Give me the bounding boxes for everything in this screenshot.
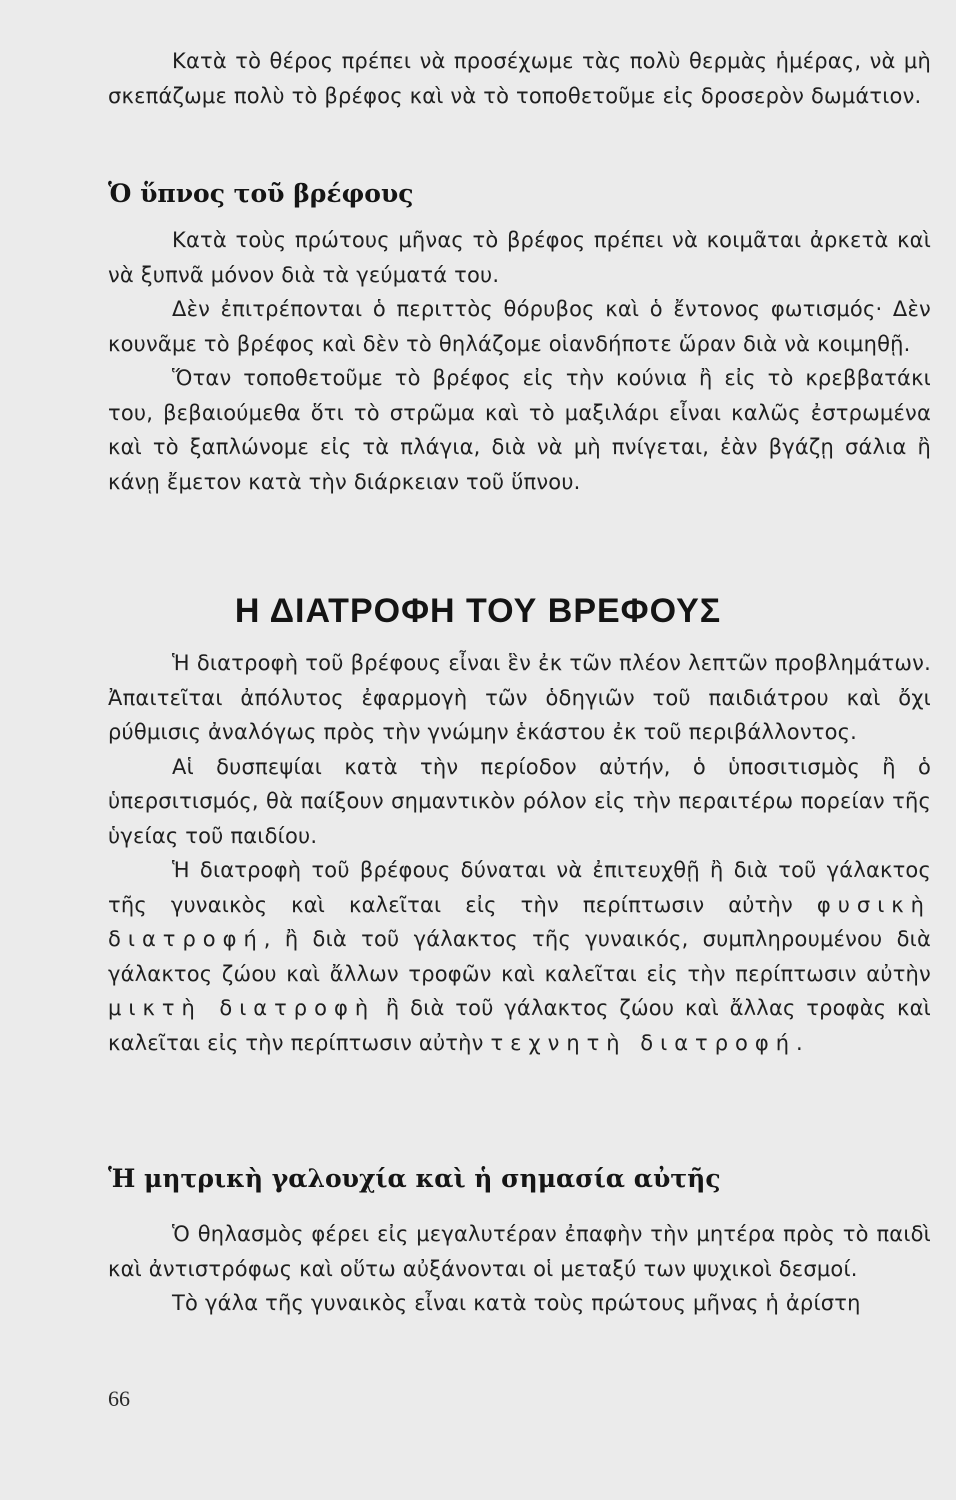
breastfeeding-paragraph-1: Ὁ θηλασμὸς φέρει εἰς μεγαλυτέραν ἐπαφὴν τὴν μητέρα πρὸς τὸ παιδὶ καὶ ἀντιστρόφως καὶ οὕτω αὐξάνονται οἱ μεταξύ των ψυχικοὶ δεσμοί. (108, 1222, 931, 1281)
nutrition-section-title: Η ΔΙΑΤΡΟΦΗ ΤΟΥ ΒΡΕΦΟΥΣ (234, 592, 722, 630)
nutrition-text-2: , ἢ διὰ τοῦ γάλακτος τῆς γυναικός, συμπληρουμένου διὰ γάλακτος ζώου καὶ ἄλλων τροφῶν καὶ καλεῖται εἰς τὴν περίπτωσιν αὐτὴν (108, 927, 931, 986)
nutrition-paragraph-1: Ἡ διατροφὴ τοῦ βρέφους εἶναι ἓν ἐκ τῶν πλέον λεπτῶν προβλημάτων. Ἀπαιτεῖται ἀπόλυτος ἐφαρμογὴ τῶν ὁδηγιῶν τοῦ παιδιάτρου καὶ ὄχι ρύθμισις ἀναλόγως πρὸς τὴν γνώμην ἑκάστου ἐκ τοῦ περιβάλλοντος. (108, 651, 931, 744)
summer-paragraph: Κατὰ τὸ θέρος πρέπει νὰ προσέχωμε τὰς πολὺ θερμὰς ἡμέρας, νὰ μὴ σκεπάζωμε πολὺ τὸ βρέφος καὶ νὰ τὸ τοποθετοῦμε εἰς δροσερὸν δωμάτιον. (108, 49, 931, 108)
nutrition-section (108, 646, 931, 1060)
sleep-paragraph-3: Ὅταν τοποθετοῦμε τὸ βρέφος εἰς τὴν κούνια ἢ εἰς τὸ κρεββατάκι του, βεβαιούμεθα ὅτι τὸ στρῶμα καὶ τὸ μαξιλάρι εἶναι καλῶς ἐστρωμένα καὶ τὸ ξαπλώνομε εἰς τὰ πλάγια, διὰ νὰ μὴ πνίγεται, ἐὰν βγάζῃ σάλια ἢ κάνῃ ἔμετον κατὰ τὴν διάρκειαν τοῦ ὕπνου. (108, 366, 931, 494)
breastfeeding-paragraph-2: Τὸ γάλα τῆς γυναικὸς εἶναι κατὰ τοὺς πρώτους μῆνας ἡ ἀρίστη (172, 1291, 861, 1315)
sleep-heading: Ὁ ὕπνος τοῦ βρέφους (108, 179, 414, 208)
page-number: 66 (108, 1386, 130, 1411)
term-mixed-feeding: μικτὴ διατροφὴ (108, 996, 376, 1020)
breastfeeding-heading: Ἡ μητρικὴ γαλουχία καὶ ἡ σημασία αὐτῆς (108, 1164, 721, 1193)
nutrition-paragraph-3 (108, 853, 931, 1060)
summer-paragraph-block (108, 44, 931, 113)
sleep-section (108, 223, 931, 499)
nutrition-text-4: . (796, 1030, 803, 1055)
nutrition-paragraph-2: Αἱ δυσπεψίαι κατὰ τὴν περίοδον αὐτήν, ὁ ὑποσιτισμὸς ἢ ὁ ὑπερσιτισμός, θὰ παίξουν σημαντικὸν ρόλον εἰς τὴν περαιτέρω πορείαν τῆς ὑγείας τοῦ παιδίου. (108, 754, 931, 848)
term-natural-feeding: φυσικὴ διατροφή (108, 892, 931, 951)
sleep-paragraph-1: Κατὰ τοὺς πρώτους μῆνας τὸ βρέφος πρέπει νὰ κοιμᾶται ἀρκετὰ καὶ νὰ ξυπνᾶ μόνον διὰ τὰ γεύματά του. (108, 228, 931, 287)
nutrition-text-3: ἢ διὰ τοῦ γάλακτος ζώου καὶ ἄλλας τροφὰς καὶ καλεῖται εἰς τὴν περίπτωσιν αὐτὴν (108, 996, 931, 1055)
term-artificial-feeding: τεχνητὴ διατροφή (490, 1030, 797, 1055)
nutrition-text-1: Ἡ διατροφὴ τοῦ βρέφους δύναται νὰ ἐπιτευχθῇ ἢ διὰ τοῦ γάλακτος τῆς γυναικὸς καὶ καλεῖται εἰς τὴν περίπτωσιν αὐτὴν (108, 858, 931, 917)
breastfeeding-section (108, 1217, 931, 1321)
sleep-paragraph-2: Δὲν ἐπιτρέπονται ὁ περιττὸς θόρυβος καὶ ὁ ἔντονος φωτισμός· Δὲν κουνᾶμε τὸ βρέφος καὶ δὲν τὸ θηλάζομε οἱανδήποτε ὥραν διὰ νὰ κοιμηθῇ. (108, 297, 931, 356)
